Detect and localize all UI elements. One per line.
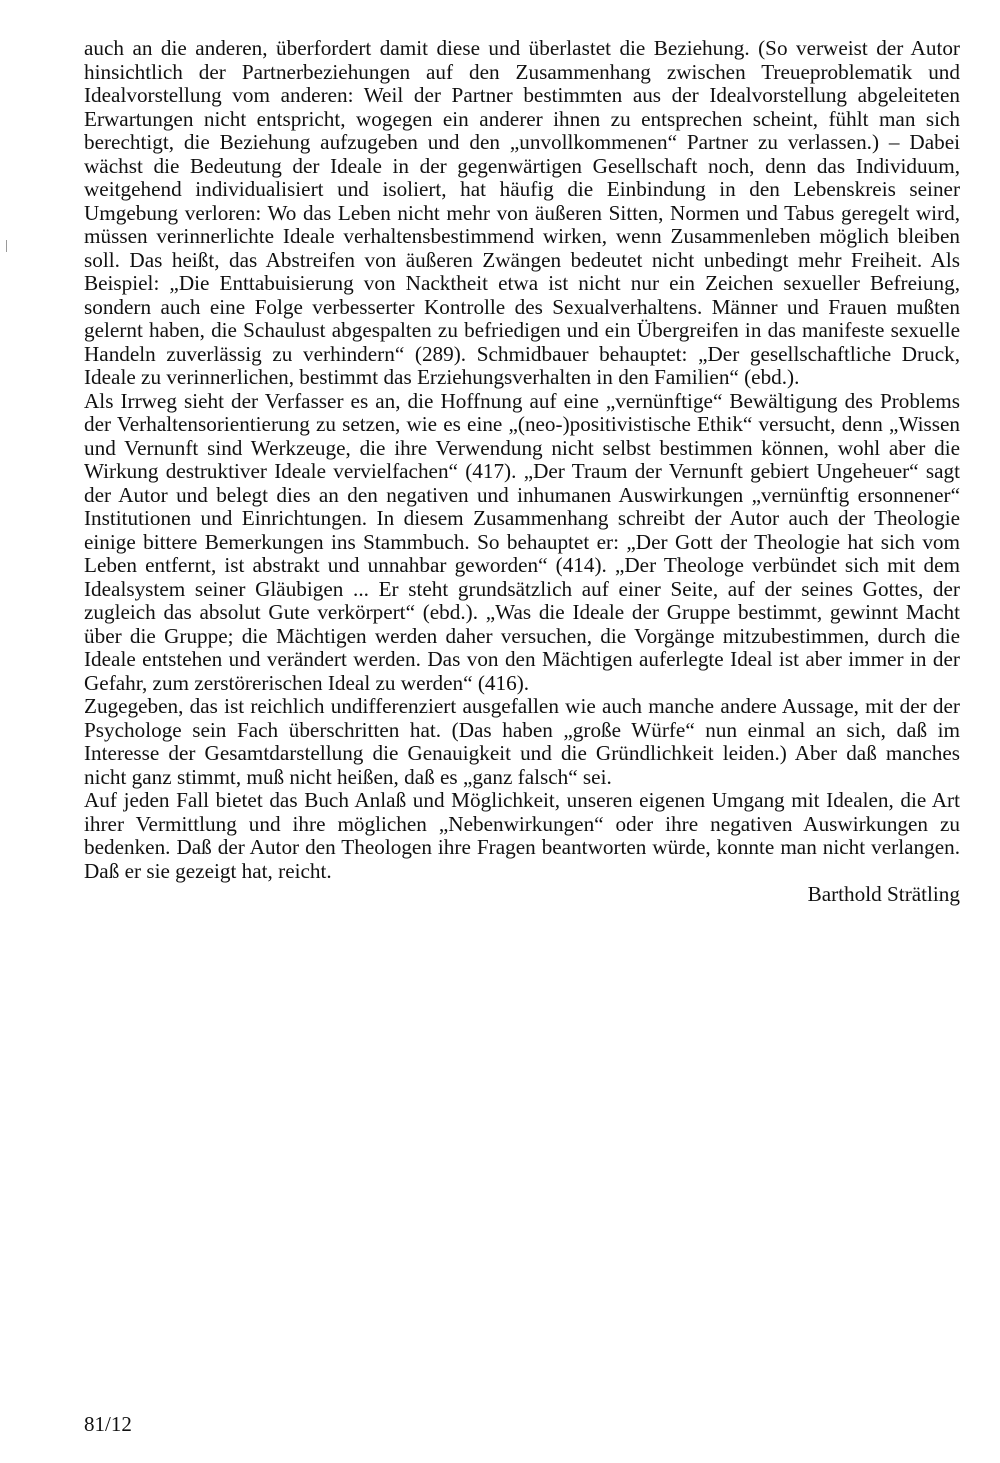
page-number: 81/12 xyxy=(84,1412,132,1436)
scan-margin-mark xyxy=(6,240,7,252)
author-signature: Barthold Strätling xyxy=(807,882,960,906)
paragraph-1: auch an die anderen, überfordert damit diese und überlastet die Beziehung. (So verweist der Autor hinsichtlich der Partnerbeziehungen auf den Zusammenhang zwischen Treueproblematik und Idealvorstellung vom anderen: Weil der Partner bestimmten aus der Idealvorstellung abgeleiteten Erwartungen nicht entspricht, wogegen ein anderer ihnen zu entsprechen scheint, fühlt man sich berechtigt, die Beziehung aufzugeben und den „unvollkommenen“ Partner zu verlassen.) – Dabei wächst die Bedeutung der Ideale in der gegenwärtigen Gesellschaft noch, denn das Individuum, weitgehend individualisiert und isoliert, hat häufig die Einbindung in den Lebenskreis seiner Umgebung verloren: Wo das Leben nicht mehr von äußeren Sitten, Normen und Tabus geregelt wird, müssen verinnerlichte Ideale verhaltensbestimmend wirken, wenn Zusammenleben möglich bleiben soll. Das heißt, das Abstreifen von äußeren Zwängen bedeutet nicht unbedingt mehr Freiheit. Als Beispiel: „Die Enttabuisierung von Nacktheit etwa ist nicht nur ein Zeichen sexueller Befreiung, sondern auch eine Folge verbesserter Kontrolle des Sexualverhaltens. Männer und Frauen mußten gelernt haben, die Schaulust abgespalten zu befriedigen und ein Übergreifen in das manifeste sexuelle Handeln zuverlässig zu verhindern“ (289). Schmidbauer behauptet: „Der gesellschaftliche Druck, Ideale zu verinnerlichen, bestimmt das Erziehungsverhalten in den Familien“ (ebd.). xyxy=(84,36,960,389)
paragraph-4: Auf jeden Fall bietet das Buch Anlaß und Möglichkeit, unseren eigenen Umgang mit Idealen, die Art ihrer Vermittlung und ihre möglichen „Nebenwirkungen“ oder ihre negativen Auswirkungen zu bedenken. Daß der Autor den Theologen ihre Fragen beantworten würde, konnte man nicht verlangen. Daß er sie gezeigt hat, reicht. xyxy=(84,788,960,883)
body-text xyxy=(84,37,960,907)
paragraph-2: Als Irrweg sieht der Verfasser es an, die Hoffnung auf eine „vernünftige“ Bewältigung des Problems der Verhaltensorientierung zu setzen, wie es eine „(neo-)positivistische Ethik“ versucht, denn „Wissen und Vernunft sind Werkzeuge, die ihre Verwendung nicht selbst bestimmen können, wohl aber die Wirkung destruktiver Ideale vervielfachen“ (417). „Der Traum der Vernunft gebiert Ungeheuer“ sagt der Autor und belegt dies an den negativen und inhumanen Auswirkungen „vernünftig ersonnener“ Institutionen und Einrichtungen. In diesem Zusammenhang schreibt der Autor auch der Theologie einige bittere Bemerkungen ins Stammbuch. So behauptet er: „Der Gott der Theologie hat sich vom Leben entfernt, ist abstrakt und unnahbar geworden“ (414). „Der Theologe verbündet sich mit dem Idealsystem seiner Gläubigen ... Er steht grundsätzlich auf einer Seite, auf der seines Gottes, der zugleich das absolut Gute verkörpert“ (ebd.). „Was die Ideale der Gruppe bestimmt, gewinnt Macht über die Gruppe; die Mächtigen werden daher versuchen, die Vorgänge mitzubestimmen, durch die Ideale entstehen und verändert werden. Das von den Mächtigen auferlegte Ideal ist aber immer in der Gefahr, zum zerstörerischen Ideal zu werden“ (416). xyxy=(84,388,960,695)
paragraph-3: Zugegeben, das ist reichlich undifferenziert ausgefallen wie auch manche andere Aussage, mit der der Psychologe sein Fach überschritten hat. (Das haben „große Würfe“ nun einmal an sich, daß im Interesse der Gesamtdarstellung die Genauigkeit und die Gründlichkeit leiden.) Aber daß manches nicht ganz stimmt, muß nicht heißen, daß es „ganz falsch“ sei. xyxy=(84,694,960,789)
